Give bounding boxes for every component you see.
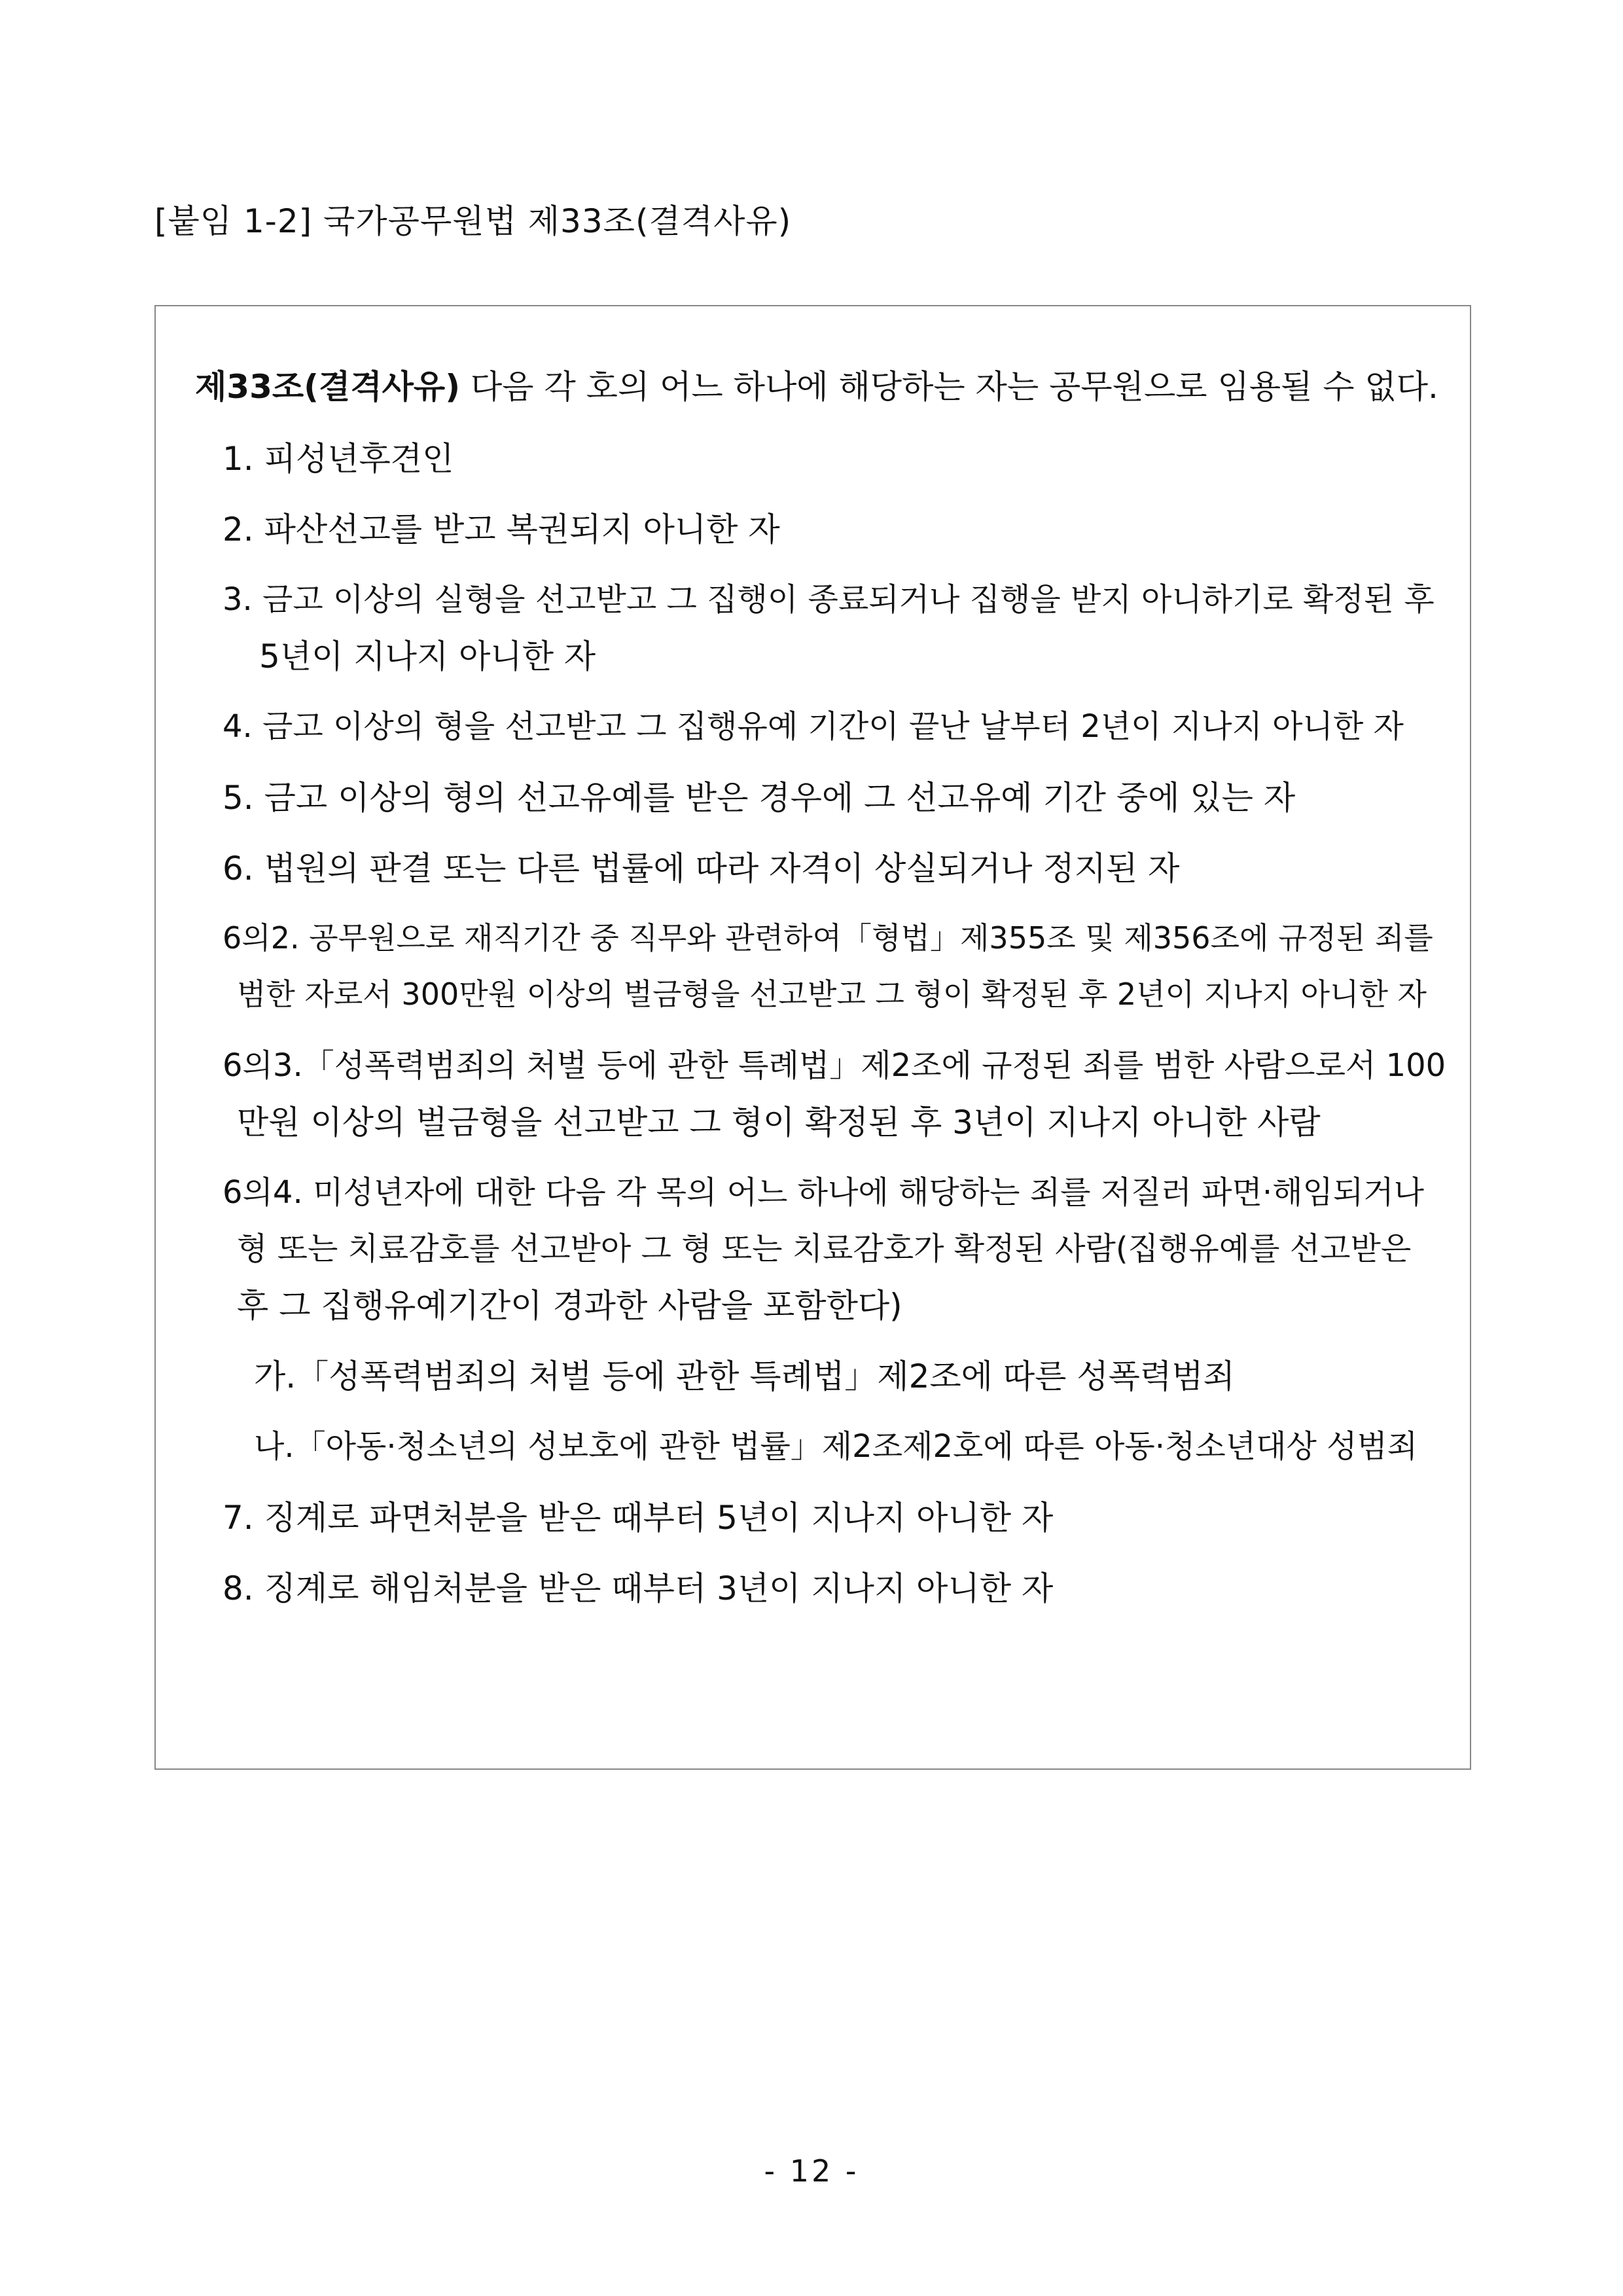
item-5: 5. 금고 이상의 형의 선고유예를 받은 경우에 그 선고유예 기간 중에 있는 자 (223, 779, 1296, 817)
item-6-4-line-3: 후 그 집행유예기간이 경과한 사람을 포함한다) (237, 1287, 902, 1325)
item-6-4-subitem-ga: 가.「성폭력범죄의 처벌 등에 관한 특례법」제2조에 따른 성폭력범죄 (254, 1357, 1235, 1395)
item-4: 4. 금고 이상의 형을 선고받고 그 집행유예 기간이 끝난 날부터 2년이 지나지 아니한 자 (223, 708, 1404, 745)
item-6-3-line-2: 만원 이상의 벌금형을 선고받고 그 형이 확정된 후 3년이 지나지 아니한 사람 (237, 1103, 1321, 1141)
article-title: 제33조(결격사유) (195, 368, 461, 406)
item-6: 6. 법원의 판결 또는 다른 법률에 따라 자격이 상실되거나 정지된 자 (223, 850, 1180, 888)
item-7: 7. 징계로 파면처분을 받은 때부터 5년이 지나지 아니한 자 (223, 1499, 1054, 1537)
item-1: 1. 피성년후견인 (223, 440, 454, 478)
item-6-4-line-2: 형 또는 치료감호를 선고받아 그 형 또는 치료감호가 확정된 사람(집행유예를 선고받은 (237, 1230, 1412, 1267)
item-6-2-line-1: 6의2. 공무원으로 재직기간 중 직무와 관련하여「형법」제355조 및 제356조에 규정된 죄를 (223, 920, 1433, 956)
item-6-4-line-1: 6의4. 미성년자에 대한 다음 각 목의 어느 하나에 해당하는 죄를 저질러 파면·해임되거나 (223, 1174, 1424, 1211)
article-heading-line (195, 368, 1438, 406)
attachment-heading: [붙임 1-2] 국가공무원법 제33조(결격사유) (154, 202, 792, 240)
page-number: - 12 - (764, 2153, 859, 2189)
item-3-line-2: 5년이 지나지 아니한 자 (259, 637, 596, 675)
article-intro: 다음 각 호의 어느 하나에 해당하는 자는 공무원으로 임용될 수 없다. (471, 368, 1438, 406)
item-6-3-line-1: 6의3.「성폭력범죄의 처벌 등에 관한 특례법」제2조에 규정된 죄를 범한 사람으로서 100 (223, 1047, 1446, 1084)
item-6-2-line-2: 범한 자로서 300만원 이상의 벌금형을 선고받고 그 형이 확정된 후 2년이 지나지 아니한 자 (237, 977, 1427, 1012)
item-3-line-1: 3. 금고 이상의 실형을 선고받고 그 집행이 종료되거나 집행을 받지 아니하기로 확정된 후 (223, 581, 1435, 618)
item-2: 2. 파산선고를 받고 복권되지 아니한 자 (223, 511, 780, 548)
item-8: 8. 징계로 해임처분을 받은 때부터 3년이 지나지 아니한 자 (223, 1570, 1054, 1607)
item-6-4-subitem-na: 나.「아동·청소년의 성보호에 관한 법률」제2조제2호에 따른 아동·청소년대상 성범죄 (254, 1428, 1418, 1465)
